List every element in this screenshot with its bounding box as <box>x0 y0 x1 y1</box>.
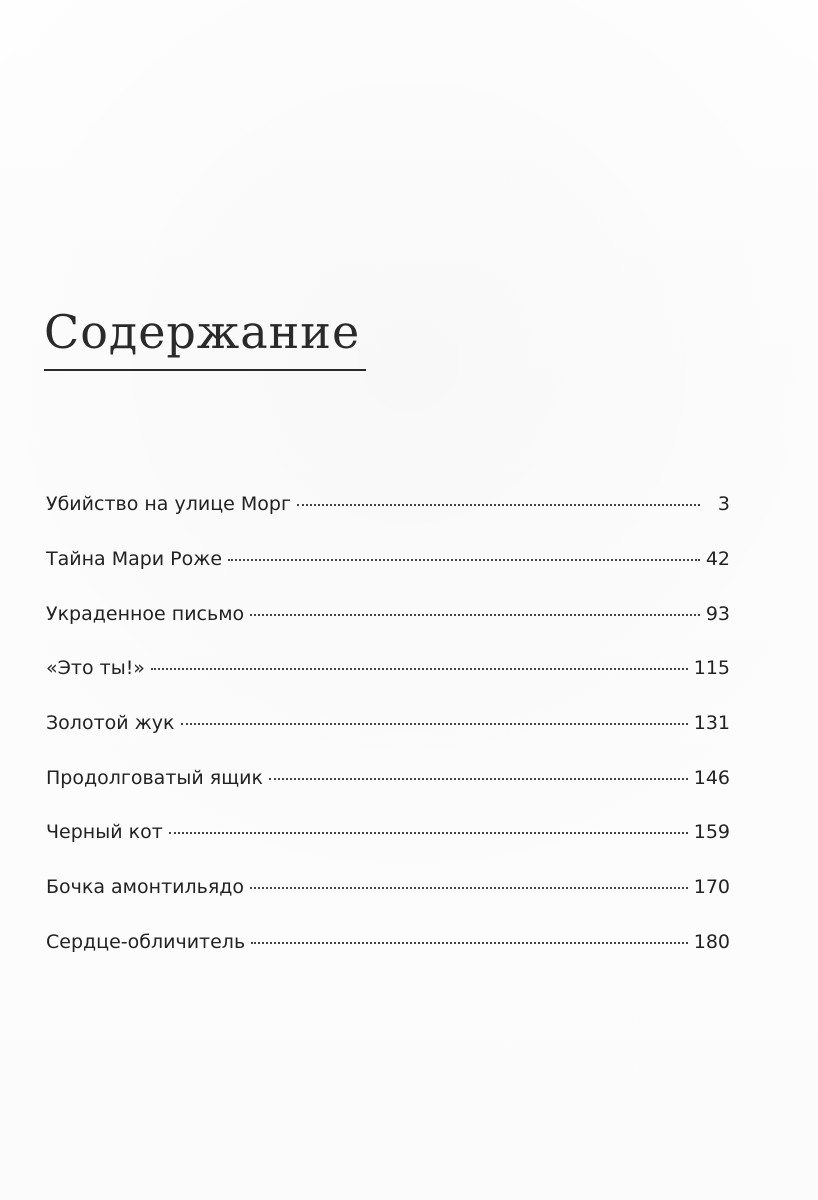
toc-page-number: 170 <box>693 876 730 898</box>
dot-leader <box>181 722 688 725</box>
dot-leader <box>251 941 688 944</box>
toc-entry-title: «Это ты!» <box>46 657 145 679</box>
toc-entry[interactable] <box>46 603 730 633</box>
toc-page-number: 3 <box>717 493 730 515</box>
toc-entry-title: Убийство на улице Морг <box>46 493 291 515</box>
toc-entry-title: Сердце-обличитель <box>46 931 246 953</box>
dot-leader <box>228 558 700 561</box>
toc-entry-title: Тайна Мари Роже <box>46 548 223 570</box>
page-title: Содержание <box>44 305 361 359</box>
toc-entry-title: Золотой жук <box>46 712 175 734</box>
toc-page-number: 159 <box>693 821 730 843</box>
toc-entry[interactable] <box>46 876 730 906</box>
toc-entry[interactable] <box>46 712 730 742</box>
toc-entry-title: Продолговатый ящик <box>46 767 263 789</box>
toc-entry[interactable] <box>46 657 730 687</box>
dot-leader <box>169 831 688 834</box>
toc-page-number: 115 <box>693 657 730 679</box>
toc-entry[interactable] <box>46 767 730 797</box>
dot-leader <box>269 777 688 780</box>
toc-page-number: 180 <box>693 931 730 953</box>
toc-entry-title: Украденное письмо <box>46 603 245 625</box>
toc-page-number: 93 <box>705 603 730 625</box>
title-underline <box>44 369 366 371</box>
toc-page-number: 131 <box>693 712 730 734</box>
dot-leader <box>250 613 700 616</box>
toc-entry-title: Бочка амонтильядо <box>46 876 245 898</box>
toc-entry[interactable] <box>46 821 730 851</box>
toc-entry[interactable] <box>46 493 730 523</box>
toc-entry[interactable] <box>46 548 730 578</box>
dot-leader <box>250 886 688 889</box>
dot-leader <box>297 503 700 506</box>
dot-leader <box>151 667 688 670</box>
toc-entry-title: Черный кот <box>46 821 163 843</box>
toc-page-number: 146 <box>693 767 730 789</box>
toc-page-number: 42 <box>705 548 730 570</box>
toc-entry[interactable] <box>46 931 730 961</box>
